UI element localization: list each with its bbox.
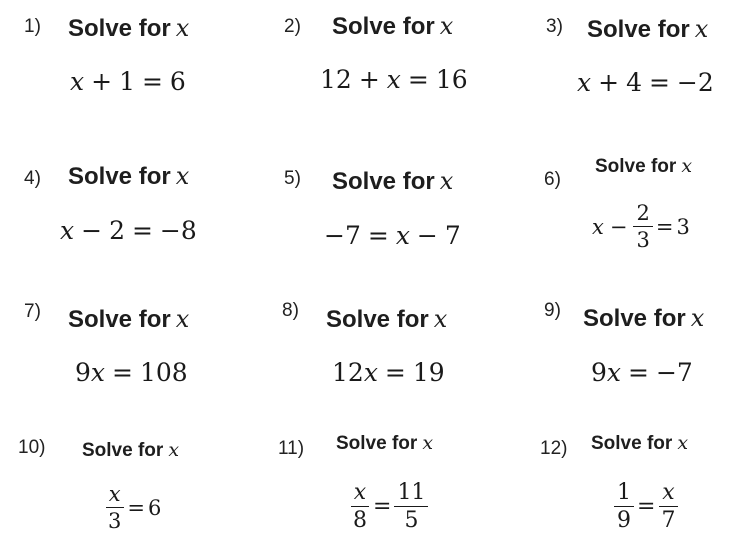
problem-3 bbox=[500, 0, 750, 139]
problem-title: Solve for x bbox=[587, 15, 709, 43]
fraction: $\frac{x}{7}$ bbox=[658, 481, 678, 532]
problem-9 bbox=[500, 278, 750, 417]
fraction: $\frac{x}{8}$ bbox=[350, 481, 370, 532]
equation: x + 1 = 6 bbox=[70, 67, 186, 96]
problem-title: Solve for x bbox=[583, 304, 705, 332]
problem-11 bbox=[250, 417, 500, 556]
fraction: $\frac{1}{9}$ bbox=[614, 481, 634, 532]
equation: 12x = 19 bbox=[332, 358, 445, 387]
equation: $\frac{1}{9}$ = $\frac{x}{7}$ bbox=[614, 481, 678, 532]
problem-number: 11) bbox=[278, 438, 305, 459]
problem-number: 10) bbox=[18, 437, 46, 458]
problem-2 bbox=[250, 0, 500, 139]
problem-title: Solve for x bbox=[595, 155, 693, 177]
problem-1 bbox=[0, 0, 250, 139]
fraction: $\frac{x}{3}$ bbox=[105, 483, 124, 532]
equation: $\frac{x}{8}$ = $\frac{11}{5}$ bbox=[350, 481, 428, 532]
fraction: $\frac{11}{5}$ bbox=[394, 481, 428, 532]
problem-number: 9) bbox=[544, 300, 561, 321]
equation: −7 = x − 7 bbox=[324, 221, 461, 250]
problem-title: Solve for x bbox=[326, 305, 448, 333]
problem-number: 7) bbox=[24, 301, 41, 322]
equation: 12 + x = 16 bbox=[320, 65, 468, 94]
equation: x + 4 = −2 bbox=[577, 68, 714, 97]
problem-number: 1) bbox=[24, 16, 41, 37]
equation: x − $\frac{2}{3}$ = 3 bbox=[592, 201, 690, 253]
problem-title: Solve for x bbox=[591, 432, 689, 454]
problem-title: Solve for x bbox=[336, 432, 434, 454]
problem-title: Solve for x bbox=[68, 162, 190, 190]
problem-number: 6) bbox=[544, 169, 561, 190]
problem-number: 3) bbox=[546, 16, 563, 37]
problem-number: 5) bbox=[284, 168, 301, 189]
problem-6 bbox=[500, 139, 750, 278]
problem-4 bbox=[0, 139, 250, 278]
problem-title: Solve for x bbox=[332, 167, 454, 195]
problem-5 bbox=[250, 139, 500, 278]
problem-number: 4) bbox=[24, 168, 41, 189]
problem-title: Solve for x bbox=[332, 12, 454, 40]
problem-8 bbox=[250, 278, 500, 417]
fraction: $\frac{2}{3}$ bbox=[633, 202, 652, 251]
problem-title: Solve for x bbox=[82, 439, 180, 461]
problem-12 bbox=[500, 417, 750, 556]
problem-title: Solve for x bbox=[68, 305, 190, 333]
equation: x − 2 = −8 bbox=[60, 216, 197, 245]
problem-number: 12) bbox=[540, 438, 568, 459]
problem-number: 8) bbox=[282, 300, 299, 321]
equation: $\frac{x}{3}$ = 6 bbox=[105, 483, 161, 532]
problem-10 bbox=[0, 417, 250, 556]
problem-number: 2) bbox=[284, 16, 301, 37]
problem-7 bbox=[0, 278, 250, 417]
equation: 9x = −7 bbox=[591, 358, 693, 387]
equation: 9x = 108 bbox=[75, 358, 188, 387]
problem-title: Solve for x bbox=[68, 14, 190, 42]
